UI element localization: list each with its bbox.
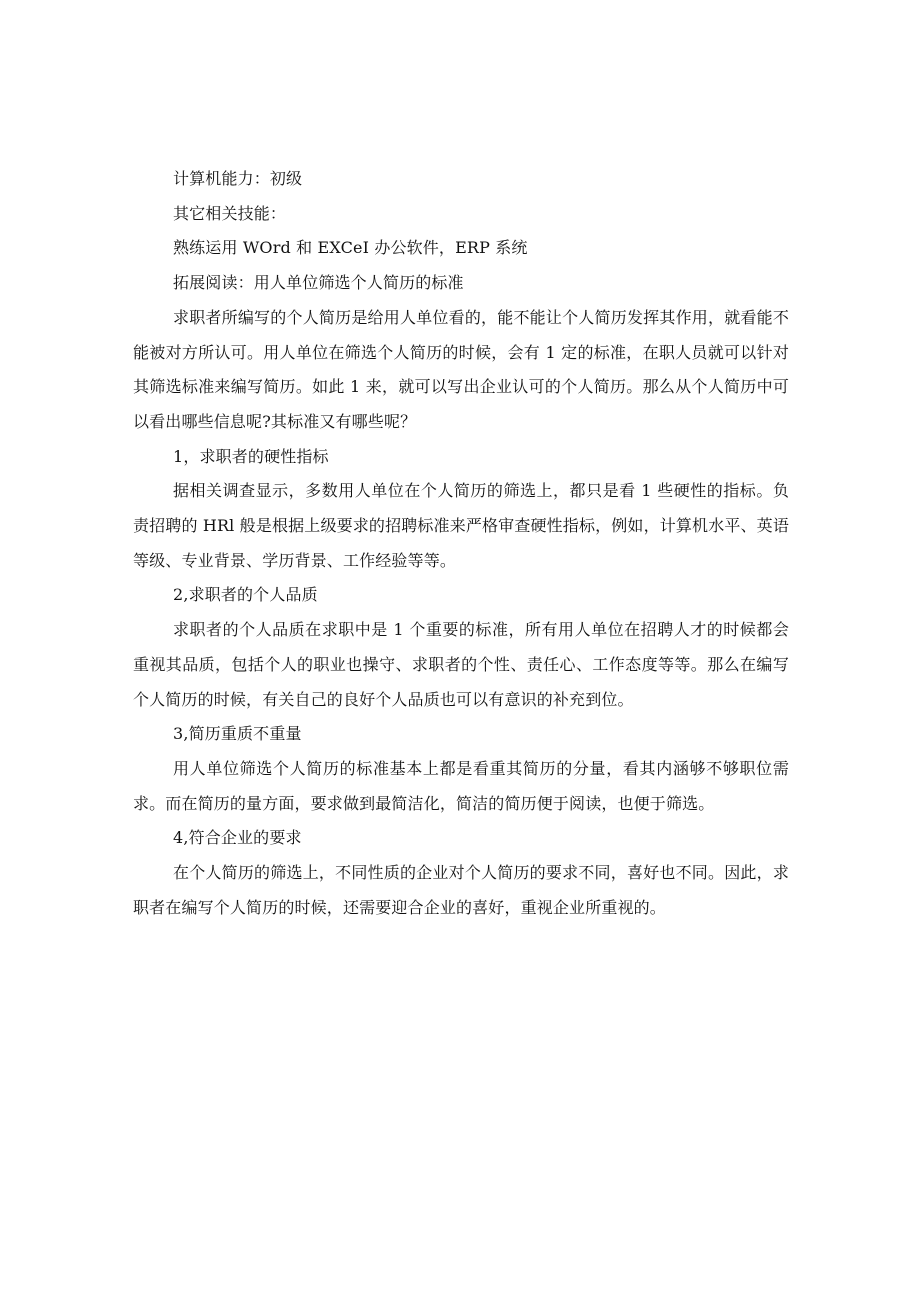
section-4-heading: 4,符合企业的要求 bbox=[173, 828, 302, 848]
other-skills-line: 其它相关技能： bbox=[173, 203, 287, 223]
extended-reading-title: 拓展阅读：用人单位筛选个人简历的标准 bbox=[173, 273, 464, 293]
software-line: 熟练运用 WOrd 和 EXCeI 办公软件，ERP 系统 bbox=[173, 238, 528, 258]
computer-skill-line: 计算机能力：初级 bbox=[173, 169, 303, 188]
section-3-heading: 3,简历重质不重量 bbox=[173, 724, 302, 744]
section-2-heading: 2,求职者的个人品质 bbox=[173, 585, 318, 605]
section-1-heading: 1，求职者的硬性指标 bbox=[173, 446, 329, 466]
section-3-body: 用人单位筛选个人简历的标准基本上都是看重其简历的分量，看其内涵够不够职位需求。而在简历的量方面，要求做到最简洁化，简洁的简历便于阅读，也便于筛选。 bbox=[133, 758, 789, 813]
section-4-body: 在个人简历的筛选上，不同性质的企业对个人简历的要求不同，喜好也不同。因此，求职者在编写个人简历的时候，还需要迎合企业的喜好，重视企业所重视的。 bbox=[133, 863, 789, 917]
intro-paragraph: 求职者所编写的个人简历是给用人单位看的，能不能让个人简历发挥其作用，就看能不能被对方所认可。用人单位在筛选个人简历的时候，会有 1 定的标准，在职人员就可以针对其筛选标准来编写简历。如此 1 来，就可以写出企业认可的个人简历。那么从个人简历中可以看出哪些信息呢?其标准又有哪些呢？ bbox=[133, 307, 789, 431]
document-page bbox=[133, 162, 789, 925]
section-1-body: 据相关调查显示，多数用人单位在个人简历的筛选上，都只是看 1 些硬性的指标。负责招聘的 HRl 般是根据上级要求的招聘标准来严格审查硬性指标，例如，计算机水平、英语等级、专业背景、学历背景、工作经验等等。 bbox=[133, 481, 789, 570]
section-2-body: 求职者的个人品质在求职中是 1 个重要的标准，所有用人单位在招聘人才的时候都会重视其品质，包括个人的职业也操守、求职者的个性、责任心、工作态度等等。那么在编写个人简历的时候，有关自己的良好个人品质也可以有意识的补充到位。 bbox=[133, 620, 789, 709]
